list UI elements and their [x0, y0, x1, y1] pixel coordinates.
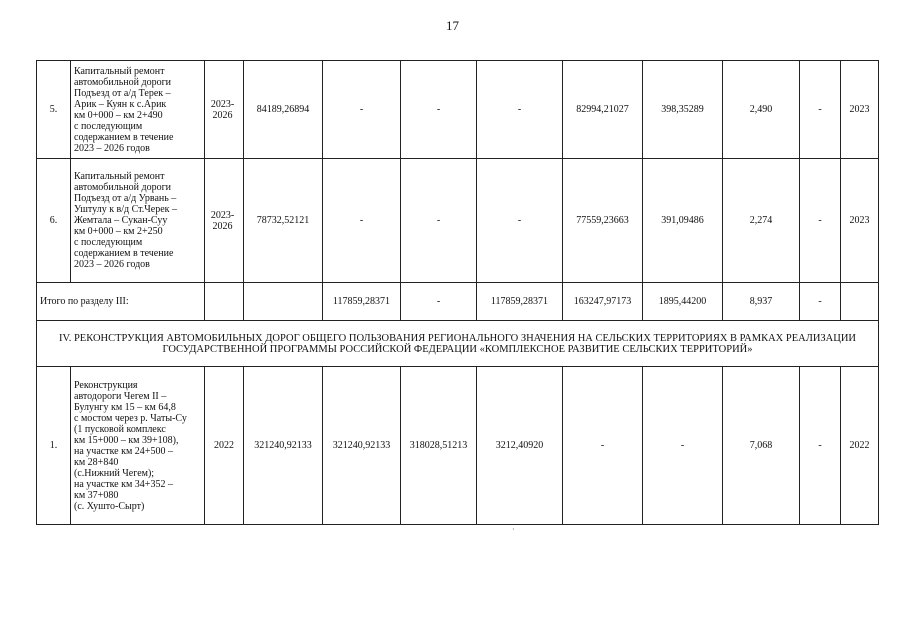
section-total-label: Итого по разделу III: — [37, 283, 205, 321]
page-number: 17 — [446, 18, 459, 33]
value-cell: 84189,26894 — [244, 61, 323, 159]
total-cell: 1895,44200 — [643, 283, 723, 321]
total-cell: 163247,97173 — [563, 283, 643, 321]
value-cell: 2,490 — [723, 61, 800, 159]
value-cell: 7,068 — [723, 367, 800, 525]
value-cell: - — [323, 159, 401, 283]
value-cell: 2023 — [841, 61, 879, 159]
value-cell: - — [800, 367, 841, 525]
value-cell: 321240,92133 — [244, 367, 323, 525]
row-number: 6. — [37, 159, 71, 283]
scan-speck: · — [512, 525, 515, 534]
row-number: 5. — [37, 61, 71, 159]
value-cell: - — [563, 367, 643, 525]
total-cell — [244, 283, 323, 321]
object-description: Реконструкция автодороги Чегем II – Булунгу км 15 – км 64,8 с мостом через р. Чаты-Су (1 пусковой комплекс км 15+000 – км 39+108), на участке км 24+500 – км 28+840 (с.Нижний Чегем); на участке км 34+352 – км 37+080 (с. Хушто-Сырт) — [71, 367, 205, 525]
total-cell — [841, 283, 879, 321]
row-number: 1. — [37, 367, 71, 525]
value-cell: 391,09486 — [643, 159, 723, 283]
table-row-iv-1 — [37, 367, 879, 525]
value-cell: 398,35289 — [643, 61, 723, 159]
value-cell: 77559,23663 — [563, 159, 643, 283]
total-cell: 8,937 — [723, 283, 800, 321]
total-cell: 117859,28371 — [323, 283, 401, 321]
section-heading-row — [37, 321, 879, 367]
total-cell — [205, 283, 244, 321]
total-cell: - — [401, 283, 477, 321]
value-cell: - — [401, 159, 477, 283]
years-cell: 2023- 2026 — [205, 61, 244, 159]
value-cell: - — [800, 61, 841, 159]
total-cell: - — [800, 283, 841, 321]
years-cell: 2022 — [205, 367, 244, 525]
value-cell: - — [643, 367, 723, 525]
value-cell: 2022 — [841, 367, 879, 525]
table-row-5 — [37, 61, 879, 159]
value-cell: 321240,92133 — [323, 367, 401, 525]
section-heading: IV. РЕКОНСТРУКЦИЯ АВТОМОБИЛЬНЫХ ДОРОГ ОБЩЕГО ПОЛЬЗОВАНИЯ РЕГИОНАЛЬНОГО ЗНАЧЕНИЯ НА СЕЛЬСКИХ ТЕРРИТОРИЯХ В РАМКАХ РЕАЛИЗАЦИИ ГОСУДАРСТВЕННОЙ ПРОГРАММЫ РОССИЙСКОЙ ФЕДЕРАЦИИ «КОМПЛЕКСНОЕ РАЗВИТИЕ СЕЛЬСКИХ ТЕРРИТОРИЙ» — [37, 321, 879, 367]
object-description: Капитальный ремонт автомобильной дороги Подъезд от а/д Урвань – Уштулу к в/д Ст.Черек – Жемтала – Сукан-Суу км 0+000 – км 2+250 с последующим содержанием в течение 2023 – 2026 годов — [71, 159, 205, 283]
value-cell: - — [323, 61, 401, 159]
value-cell: - — [800, 159, 841, 283]
value-cell: - — [401, 61, 477, 159]
section-total-row — [37, 283, 879, 321]
road-works-table — [36, 60, 879, 525]
value-cell: - — [477, 159, 563, 283]
object-description: Капитальный ремонт автомобильной дороги Подъезд от а/д Терек – Арик – Куян к с.Арик км 0+000 – км 2+490 с последующим содержанием в течение 2023 – 2026 годов — [71, 61, 205, 159]
value-cell: 82994,21027 — [563, 61, 643, 159]
table-row-6 — [37, 159, 879, 283]
value-cell: - — [477, 61, 563, 159]
total-cell: 117859,28371 — [477, 283, 563, 321]
value-cell: 2023 — [841, 159, 879, 283]
value-cell: 2,274 — [723, 159, 800, 283]
value-cell: 78732,52121 — [244, 159, 323, 283]
value-cell: 3212,40920 — [477, 367, 563, 525]
value-cell: 318028,51213 — [401, 367, 477, 525]
years-cell: 2023- 2026 — [205, 159, 244, 283]
